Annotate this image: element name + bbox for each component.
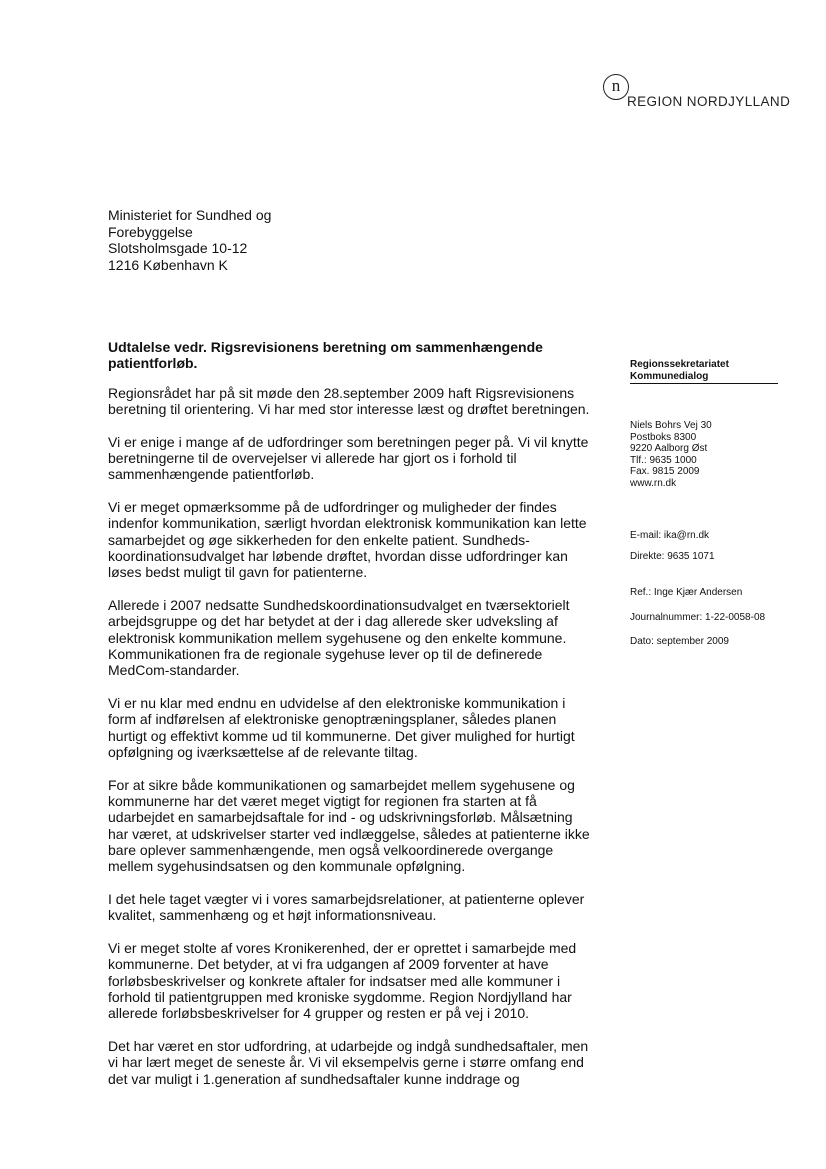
logo-mark-icon: n [603, 74, 629, 100]
paragraph-line: kvalitet, sammenhæng og et højt informationsniveau. [108, 907, 437, 924]
subject-line: Udtalelse vedr. Rigsrevisionens beretning om sammenhængende [108, 339, 543, 355]
paragraph-line: For at sikre både kommunikationen og samarbejdet mellem sygehusene og [108, 776, 575, 793]
letter-paragraph [108, 891, 585, 924]
paragraph-line: Vi er meget stolte af vores Kronikerenhed, der er oprettet i samarbejde med [108, 940, 577, 957]
department-line: Kommunedialog [630, 370, 709, 382]
paragraph-line: Regionsrådet har på sit møde den 28.september 2009 haft Rigsrevisionens [108, 384, 575, 401]
subject-line: patientforløb. [108, 355, 198, 372]
sender-email: E-mail: ika@rn.dk [630, 530, 710, 541]
address-line: Fax. 9815 2009 [630, 466, 700, 478]
recipient-line: Ministeriet for Sundhed og [108, 207, 272, 223]
letter-paragraph [108, 940, 578, 1021]
address-line: Postboks 8300 [630, 431, 697, 443]
paragraph-line: Det har været en stor udfordring, at udarbejde og indgå sundhedsaftaler, men [108, 1038, 589, 1055]
paragraph-line: det var muligt i 1.generation af sundhedsaftaler kunne inddrage og [108, 1070, 520, 1087]
paragraph-line: beretningerne til de overvejelser vi allerede har gjort os i forhold til [108, 449, 517, 466]
paragraph-line: koordinationsudvalget har løbende drøftet, hvordan disse udfordringer kan [108, 547, 568, 564]
sender-address [630, 420, 712, 490]
paragraph-line: løses bedst muligt til gavn for patienterne. [108, 564, 368, 581]
paragraph-line: hurtigt og effektivt komme ud til kommunerne. Det giver mulighed for hurtigt [108, 727, 575, 744]
paragraph-line: indenfor kommunikation, særligt hvordan elektronisk kommunikation kan lette [108, 515, 587, 532]
website-link[interactable]: www.rn.dk [630, 477, 677, 489]
recipient-line: Slotsholmsgade 10-12 [108, 240, 248, 256]
paragraph-line: Allerede i 2007 nedsatte Sundhedskoordinationsudvalget en tværsektorielt [108, 597, 570, 614]
letter-paragraph [108, 1038, 589, 1087]
recipient-address [108, 207, 271, 273]
paragraph-line: samarbejdet og øge sikkerheden for den enkelte patient. Sundheds- [108, 531, 530, 548]
recipient-line: Forebyggelse [108, 223, 193, 240]
department-line: Regionssekretariatet [630, 359, 729, 370]
paragraph-line: sammenhængende patientforløb. [108, 466, 315, 483]
address-line: Niels Bohrs Vej 30 [630, 420, 712, 431]
letter-paragraph [108, 776, 590, 875]
letter-body [108, 339, 590, 1103]
letter-paragraph [108, 499, 587, 581]
letter-paragraph [108, 695, 578, 760]
address-line: Tlf.: 9635 1000 [630, 454, 697, 466]
paragraph-line: Vi er nu klar med endnu en udvidelse af den elektroniske kommunikation i [108, 695, 566, 712]
paragraph-line: allerede forløbsbeskrivelser for 4 grupper og resten er på vej i 2010. [108, 1005, 529, 1022]
letter-paragraph [108, 433, 589, 483]
paragraph-line: opfølgning og iværksættelse af de relevante tiltag. [108, 743, 418, 760]
paragraph-line: arbejdsgruppe og det har betydet at der i dag allerede sker udveksling af [108, 613, 558, 630]
sender-direct-phone: Direkte: 9635 1071 [630, 551, 715, 562]
letter-date: Dato: september 2009 [630, 636, 729, 647]
paragraph-line: I det hele taget vægter vi i vores samarbejdsrelationer, at patienterne oplever [108, 891, 585, 908]
journal-number: Journalnummer: 1-22-0058-08 [630, 612, 766, 623]
region-logo [603, 74, 803, 114]
letter-paragraph [108, 384, 590, 418]
paragraph-line: elektronisk kommunikation mellem sygehusene og den enkelte kommune. [108, 629, 567, 646]
recipient-line: 1216 København K [108, 256, 228, 273]
paragraph-line: vi har lært meget de seneste år. Vi vil eksempelvis gerne i større omfang end [108, 1054, 584, 1071]
sender-department [630, 359, 778, 384]
paragraph-line: udarbejdet en samarbejdsaftale for ind - og udskrivningsforløb. Målsætning [108, 809, 573, 826]
address-line: 9220 Aalborg Øst [630, 443, 708, 455]
paragraph-line: form af indførelsen af elektroniske genoptræningsplaner, således planen [108, 711, 557, 728]
paragraph-line: forhold til patientgruppen med kroniske sygdomme. Region Nordjylland har [108, 989, 572, 1005]
letter-paragraph [108, 597, 578, 678]
paragraph-line: bare oplever sammenhængende, men også velkoordinerede overgange [108, 841, 554, 858]
paragraph-line: Vi er enige i mange af de udfordringer som beretningen peger på. Vi vil knytte [108, 433, 589, 450]
paragraph-line: mellem sygehusindsatsen og den kommunale opfølgning. [108, 858, 466, 875]
letter-paragraphs [108, 384, 590, 1087]
letter-subject [108, 339, 578, 372]
sender-reference: Ref.: Inge Kjær Andersen [630, 587, 743, 598]
paragraph-line: kommunerne. Det betyder, at vi fra udgangen af 2009 forventer at have [108, 956, 549, 973]
paragraph-line: forløbsbeskrivelser og konkrete aftaler for indsatser med alle kommuner i [108, 972, 561, 989]
paragraph-line: beretning til orientering. Vi har med stor interesse læst og drøftet beretningen. [108, 400, 590, 417]
paragraph-line: kommunerne har det været meget vigtigt for regionen fra starten at få [108, 793, 537, 810]
paragraph-line: har været, at udskrivelser starter ved indlæggelse, således at patienterne ikke [108, 825, 590, 842]
paragraph-line: Vi er meget opmærksomme på de udfordringer og muligheder der findes [108, 499, 557, 516]
logo-name: REGION NORDJYLLAND [627, 94, 791, 109]
paragraph-line: Kommunikationen fra de regionale sygehuse lever op til de definerede [108, 645, 543, 662]
paragraph-line: MedCom-standarder. [108, 662, 240, 679]
